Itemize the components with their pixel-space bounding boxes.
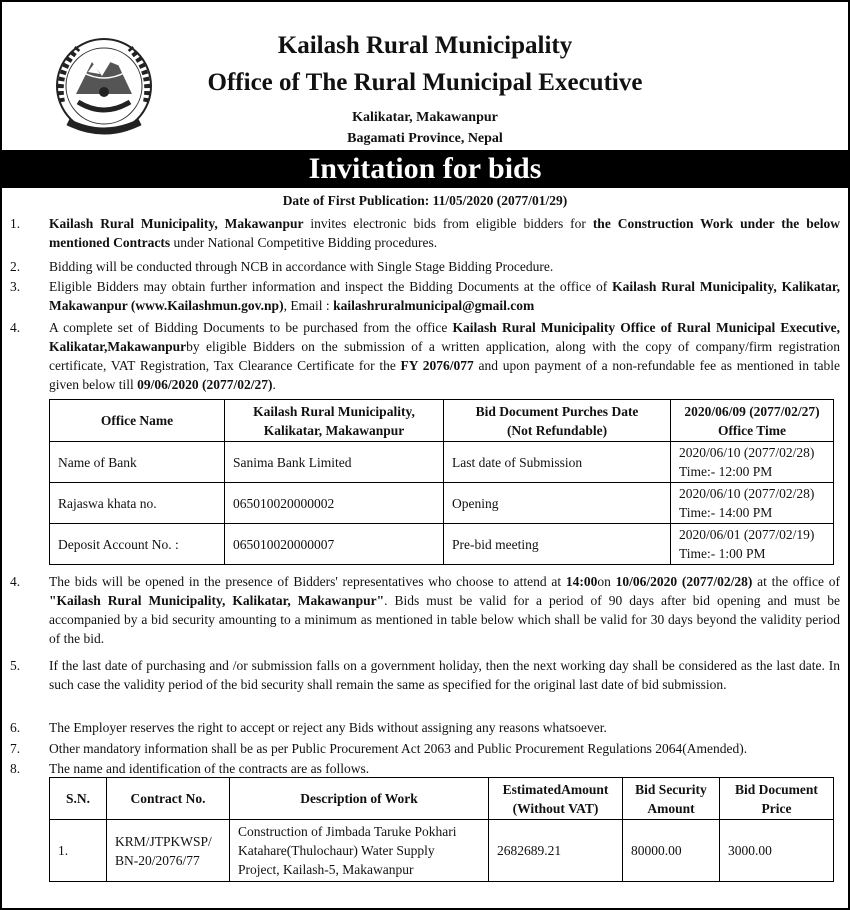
cell-estimated-amount: 2682689.21: [489, 820, 623, 882]
column-header: Bid Document Purches Date (Not Refundable): [444, 400, 671, 442]
table-row: [50, 524, 834, 565]
office-name: Office of The Rural Municipal Executive: [207, 69, 643, 96]
item-number: 2.: [10, 259, 21, 274]
row-datetime: 2020/06/10 (2077/02/28) Time:- 14:00 PM: [671, 483, 834, 524]
cell-bid-security: 80000.00: [623, 820, 720, 882]
item-number: 5.: [10, 658, 21, 673]
row-datetime: 2020/06/01 (2077/02/19) Time:- 1:00 PM: [671, 524, 834, 565]
row-event: Opening: [444, 483, 671, 524]
item-number: 7.: [10, 741, 21, 756]
table-row: [50, 483, 834, 524]
column-header: Bid Security Amount: [623, 778, 720, 820]
table-header-row: [50, 778, 834, 820]
row-value: 065010020000002: [225, 483, 444, 524]
table-row: [50, 820, 834, 882]
item-text: A complete set of Bidding Documents to be purchased from the office Kailash Rural Municipality Office of Rural Municipal Executive, Kalikatar,Makawanpurby eligible Bidders on the submission of a written application, along with the copy of company/firm registration certificate, VAT Registration, Tax Clearance Certificate for the FY 2076/077 and upon payment of a non-refundable fee as mentioned in table given below till 09/06/2020 (2077/02/27).: [49, 320, 840, 392]
address-line-2: Bagamati Province, Nepal: [347, 131, 503, 146]
row-label: Name of Bank: [50, 442, 225, 483]
cell-contract-no: KRM/JTPKWSP/ BN-20/2076/77: [107, 820, 230, 882]
column-header: S.N.: [50, 778, 107, 820]
row-event: Last date of Submission: [444, 442, 671, 483]
row-label: Rajaswa khata no.: [50, 483, 225, 524]
row-datetime: 2020/06/10 (2077/02/28) Time:- 12:00 PM: [671, 442, 834, 483]
cell-document-price: 3000.00: [720, 820, 834, 882]
municipality-name: Kailash Rural Municipality: [277, 32, 573, 59]
row-label: Deposit Account No. :: [50, 524, 225, 565]
cell-description: Construction of Jimbada Taruke Pokhari Katahare(Thulochaur) Water Supply Project, Kailash-5, Makawanpur: [230, 820, 489, 882]
address-line-1: Kalikatar, Makawanpur: [352, 110, 498, 125]
item-text: The name and identification of the contracts are as follows.: [49, 761, 370, 776]
publication-date: Date of First Publication: 11/05/2020 (2077/01/29): [282, 193, 568, 208]
column-header: Contract No.: [107, 778, 230, 820]
table-header-row: [50, 400, 834, 442]
item-number: 6.: [10, 720, 21, 735]
item-text: Eligible Bidders may obtain further information and inspect the Bidding Documents at the office of Kailash Rural Municipality, Kalikatar, Makawanpur (www.Kailashmun.gov.np), Email : kailashruralmunicipal@gmail.com: [49, 279, 840, 313]
item-number: 4.: [10, 574, 21, 589]
item-number: 8.: [10, 761, 21, 776]
column-header: Description of Work: [230, 778, 489, 820]
cell-sn: 1.: [50, 820, 107, 882]
bank-and-schedule-table: [49, 399, 834, 565]
item-number: 4.: [10, 320, 21, 335]
item-text: Other mandatory information shall be as per Public Procurement Act 2063 and Public Procurement Regulations 2064(Amended).: [49, 741, 748, 756]
column-header: Kailash Rural Municipality, Kalikatar, Makawanpur: [225, 400, 444, 442]
item-text: Bidding will be conducted through NCB in accordance with Single Stage Bidding Procedure.: [49, 259, 554, 274]
table-row: [50, 442, 834, 483]
column-header: 2020/06/09 (2077/02/27) Office Time: [671, 400, 834, 442]
item-text: If the last date of purchasing and /or submission falls on a government holiday, then the next working day shall be considered as the last date. In such case the validity period of the bid security shall remain the same as specified for the original last date of bid submission.: [49, 658, 840, 692]
item-text: The bids will be opened in the presence of Bidders' representatives who choose to attend at 14:00on 10/06/2020 (2077/02/28) at the office of "Kailash Rural Municipality, Kalikatar, Makawanpur". Bids must be valid for a period of 90 days after bid opening and must be accompanied by a bid security amounting to a minimum as mentioned in table below which shall be valid for 30 days beyond the validity period of the bid.: [49, 574, 841, 646]
row-event: Pre-bid meeting: [444, 524, 671, 565]
column-header: Bid Document Price: [720, 778, 834, 820]
column-header: EstimatedAmount (Without VAT): [489, 778, 623, 820]
column-header: Office Name: [50, 400, 225, 442]
item-number: 3.: [10, 279, 21, 294]
row-value: Sanima Bank Limited: [225, 442, 444, 483]
row-value: 065010020000007: [225, 524, 444, 565]
item-number: 1.: [10, 216, 21, 231]
contracts-table: [49, 777, 834, 882]
notice-title-banner: Invitation for bids: [2, 150, 848, 188]
item-text: The Employer reserves the right to accept or reject any Bids without assigning any reasons whatsoever.: [49, 720, 607, 735]
item-text: Kailash Rural Municipality, Makawanpur invites electronic bids from eligible bidders for the Construction Work under the below mentioned Contracts under National Competitive Bidding procedures.: [49, 216, 840, 250]
